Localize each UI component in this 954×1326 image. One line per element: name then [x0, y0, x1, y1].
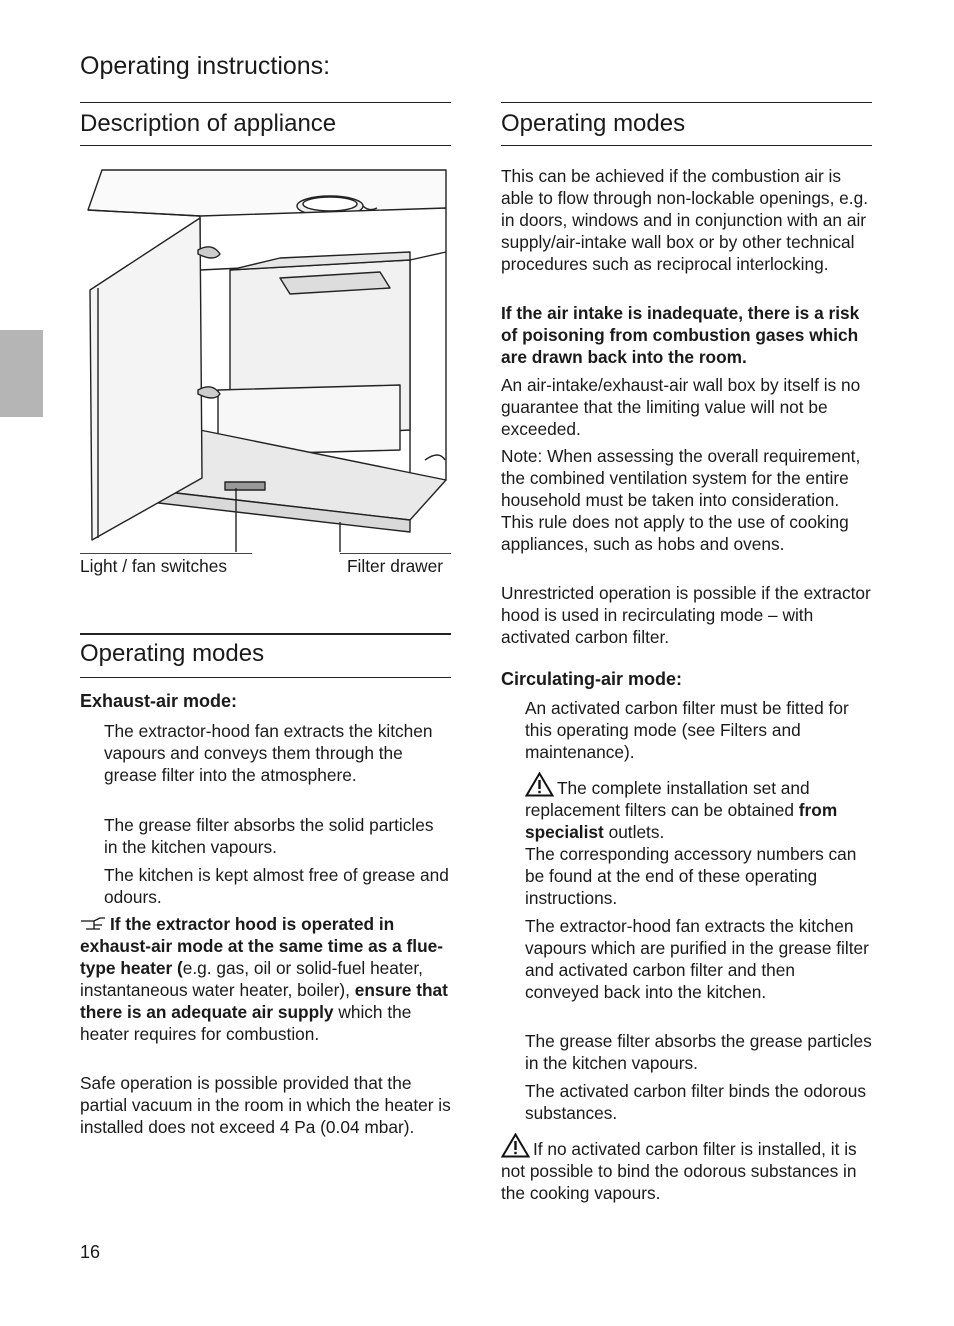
exhaust-paragraph-2: The grease filter absorbs the solid particles in the kitchen vapours. [104, 815, 434, 857]
installation-set-note [525, 772, 872, 909]
circulating-paragraph-2: The extractor-hood fan extracts the kitchen vapours which are purified in the grease filter and activated carbon filter and then conveyed back into the kitchen. [525, 916, 869, 1002]
combustion-air-paragraph: This can be achieved if the combustion air is able to flow through non-lockable openings, e.g. in doors, windows and in conjunction with an air supply/air-intake wall box or by other technical procedures such as reciprocal interlocking. [501, 166, 868, 274]
operating-modes-heading-right: Operating modes [501, 110, 686, 137]
assessment-note: Note: When assessing the overall requirement, the combined ventilation system for the entire household must be taken into consideration. This rule does not apply to the use of cooking appliances, such as hobs and ovens. [501, 446, 861, 554]
page-number: 16 [80, 1242, 101, 1262]
circulating-paragraph-3: The grease filter absorbs the grease particles in the kitchen vapours. [525, 1031, 872, 1073]
operating-modes-heading: Operating modes [80, 640, 265, 667]
note-bold: from specialist [525, 799, 838, 842]
poisoning-warning: If the air intake is inadequate, there is a risk of poisoning from combustion gases which are drawn back into the room. [501, 303, 860, 367]
section-tab [0, 330, 43, 417]
note-bold-1: If the extractor hood is operated in exhaust-air mode at the same time as a flue-type heater ( [80, 914, 444, 978]
divider [80, 102, 451, 103]
wall-box-paragraph: An air-intake/exhaust-air wall box by itself is no guarantee that the limiting value will not be exceeded. [501, 375, 861, 439]
caption-leader [80, 553, 252, 554]
carbon-filter-warning [501, 1133, 873, 1205]
circulating-paragraph-1: An activated carbon filter must be fitted for this operating mode (see Filters and maintenance). [525, 698, 849, 762]
unrestricted-operation-paragraph: Unrestricted operation is possible if the extractor hood is used in recirculating mode – with activated carbon filter. [501, 583, 871, 647]
description-heading: Description of appliance [80, 110, 337, 137]
flue-heater-note [80, 914, 452, 1045]
circulating-paragraph-4: The activated carbon filter binds the odorous substances. [525, 1081, 867, 1123]
exhaust-paragraph-3: The kitchen is kept almost free of grease and odours. [104, 865, 449, 907]
exhaust-air-heading: Exhaust-air mode: [80, 691, 238, 711]
divider [501, 145, 872, 146]
warning-triangle-icon [525, 772, 554, 797]
caption-leader [340, 553, 451, 554]
accessory-numbers-text: The corresponding accessory numbers can be found at the end of these operating instructions. [525, 843, 857, 908]
page-title: Operating instructions: [80, 52, 331, 80]
note-text-1: e.g. gas, oil or solid-fuel heater, instantaneous water heater, boiler), [80, 957, 423, 1000]
exhaust-paragraph-1: The extractor-hood fan extracts the kitchen vapours and conveys them through the grease filter into the atmosphere. [104, 721, 433, 785]
note-text-2: which the heater requires for combustion. [80, 1001, 412, 1044]
warning-text: If no activated carbon filter is installed, it is not possible to bind the odorous substances in the cooking vapours. [501, 1139, 857, 1203]
caption-filter-drawer: Filter drawer [347, 556, 444, 576]
note-bold-2: ensure that there is an adequate air supply [80, 979, 448, 1022]
divider [80, 677, 451, 678]
appliance-illustration [80, 160, 451, 560]
warning-triangle-icon [501, 1133, 530, 1158]
divider [80, 145, 451, 146]
divider [501, 102, 872, 103]
safe-operation-paragraph: Safe operation is possible provided that the partial vacuum in the room in which the heater is installed does not exceed 4 Pa (0.04 mbar). [80, 1073, 451, 1137]
note-text: The complete installation set and replacement filters can be obtained [525, 778, 810, 820]
note-text: outlets. [603, 821, 665, 842]
caption-light-fan-switches: Light / fan switches [80, 556, 227, 576]
pointing-hand-icon [80, 916, 106, 930]
divider [80, 633, 451, 635]
circulating-air-heading: Circulating-air mode: [501, 669, 683, 689]
